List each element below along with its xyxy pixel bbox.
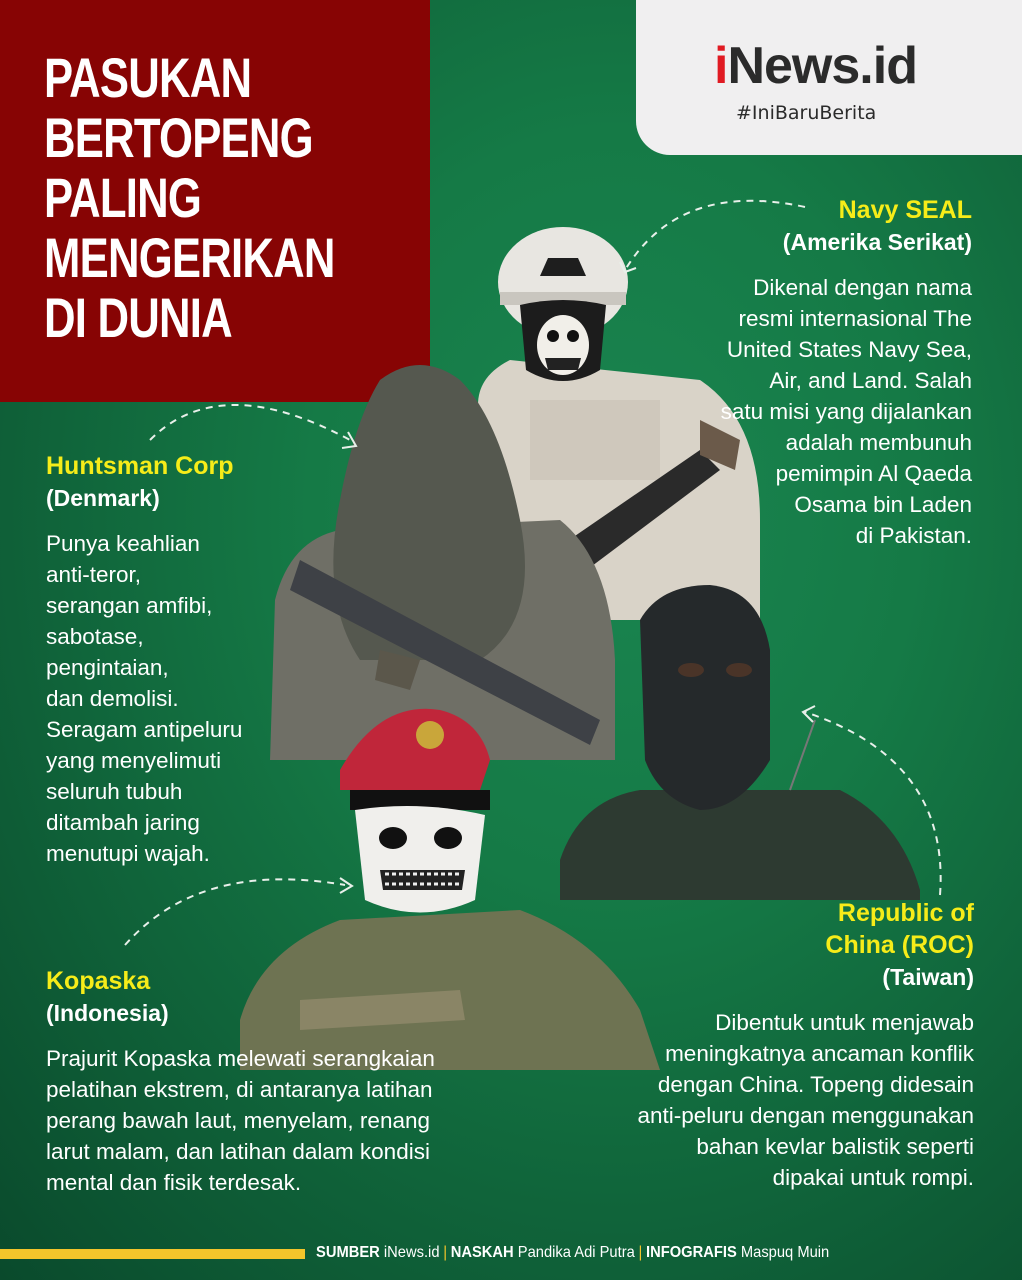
desc-line: United States Navy Sea, bbox=[726, 337, 972, 362]
unit-country: (Denmark) bbox=[46, 485, 160, 511]
title-line: DI DUNIA bbox=[44, 286, 232, 349]
desc-line: sabotase, bbox=[46, 624, 144, 649]
brand-tagline: #IniBaruBerita bbox=[736, 102, 877, 124]
unit-description bbox=[642, 272, 972, 551]
desc-line: meningkatnya ancaman konflik bbox=[665, 1041, 974, 1066]
desc-line: ditambah jaring bbox=[46, 810, 200, 835]
unit-description bbox=[46, 528, 306, 869]
unit-country: (Indonesia) bbox=[46, 1000, 169, 1026]
desc-line: bahan kevlar balistik seperti bbox=[696, 1134, 974, 1159]
section-roc-taiwan bbox=[594, 897, 974, 1193]
desc-line: dan demolisi. bbox=[46, 686, 179, 711]
unit-country: (Taiwan) bbox=[882, 964, 974, 990]
unit-name: Republic of bbox=[837, 899, 974, 927]
desc-line: Seragam antipeluru bbox=[46, 717, 243, 742]
credit-label: SUMBER bbox=[316, 1244, 380, 1261]
unit-name: China (ROC) bbox=[825, 931, 974, 959]
arrow-huntsman bbox=[150, 405, 350, 440]
desc-line: Osama bin Laden bbox=[794, 492, 972, 517]
desc-line: Dikenal dengan nama bbox=[753, 275, 972, 300]
title-line: PALING bbox=[44, 166, 202, 229]
footer-credits bbox=[316, 1244, 829, 1262]
desc-line: dengan China. Topeng didesain bbox=[657, 1072, 974, 1097]
desc-line: pemimpin Al Qaeda bbox=[775, 461, 972, 486]
desc-line: Air, and Land. Salah bbox=[769, 368, 972, 393]
desc-line: seluruh tubuh bbox=[46, 779, 183, 804]
section-navy-seal bbox=[642, 194, 972, 551]
logo-i: i bbox=[714, 37, 728, 95]
separator: | bbox=[638, 1244, 643, 1261]
footer-accent-bar bbox=[0, 1249, 305, 1259]
desc-line: yang menyelimuti bbox=[46, 748, 222, 773]
desc-line: menutupi wajah. bbox=[46, 841, 210, 866]
unit-country: (Amerika Serikat) bbox=[782, 229, 972, 255]
desc-line: perang bawah laut, menyelam, renang bbox=[46, 1108, 430, 1133]
credit-value: iNews.id bbox=[383, 1244, 440, 1261]
desc-line: Punya keahlian bbox=[46, 531, 200, 556]
unit-description bbox=[46, 1043, 516, 1198]
title-line: MENGERIKAN bbox=[44, 226, 335, 289]
credit-value: Maspuq Muin bbox=[740, 1244, 830, 1261]
desc-line: resmi internasional The bbox=[738, 306, 972, 331]
desc-line: di Pakistan. bbox=[855, 523, 972, 548]
unit-name: Huntsman Corp bbox=[46, 452, 234, 480]
desc-line: anti-teror, bbox=[46, 562, 142, 587]
credit-label: INFOGRAFIS bbox=[645, 1244, 737, 1261]
desc-line: larut malam, dan latihan dalam kondisi bbox=[46, 1139, 430, 1164]
desc-line: Prajurit Kopaska melewati serangkaian bbox=[46, 1046, 435, 1071]
desc-line: serangan amfibi, bbox=[46, 593, 213, 618]
unit-name: Kopaska bbox=[46, 967, 151, 995]
desc-line: pengintaian, bbox=[46, 655, 169, 680]
desc-line: dipakai untuk rompi. bbox=[772, 1165, 974, 1190]
unit-description bbox=[594, 1007, 974, 1193]
separator: | bbox=[443, 1244, 448, 1261]
desc-line: anti-peluru dengan menggunakan bbox=[637, 1103, 974, 1128]
desc-line: satu misi yang dijalankan bbox=[720, 399, 972, 424]
desc-line: mental dan fisik terdesak. bbox=[46, 1170, 302, 1195]
credit-label: NASKAH bbox=[450, 1244, 514, 1261]
desc-line: pelatihan ekstrem, di antaranya latihan bbox=[46, 1077, 433, 1102]
section-kopaska bbox=[46, 965, 516, 1198]
unit-name: Navy SEAL bbox=[838, 196, 972, 224]
credit-value: Pandika Adi Putra bbox=[517, 1244, 635, 1261]
desc-line: adalah membunuh bbox=[785, 430, 972, 455]
section-huntsman-corp bbox=[46, 450, 306, 869]
title-line: BERTOPENG bbox=[44, 106, 313, 169]
logo-text: News.id bbox=[727, 37, 917, 95]
desc-line: Dibentuk untuk menjawab bbox=[715, 1010, 974, 1035]
title-line: PASUKAN bbox=[44, 46, 252, 109]
